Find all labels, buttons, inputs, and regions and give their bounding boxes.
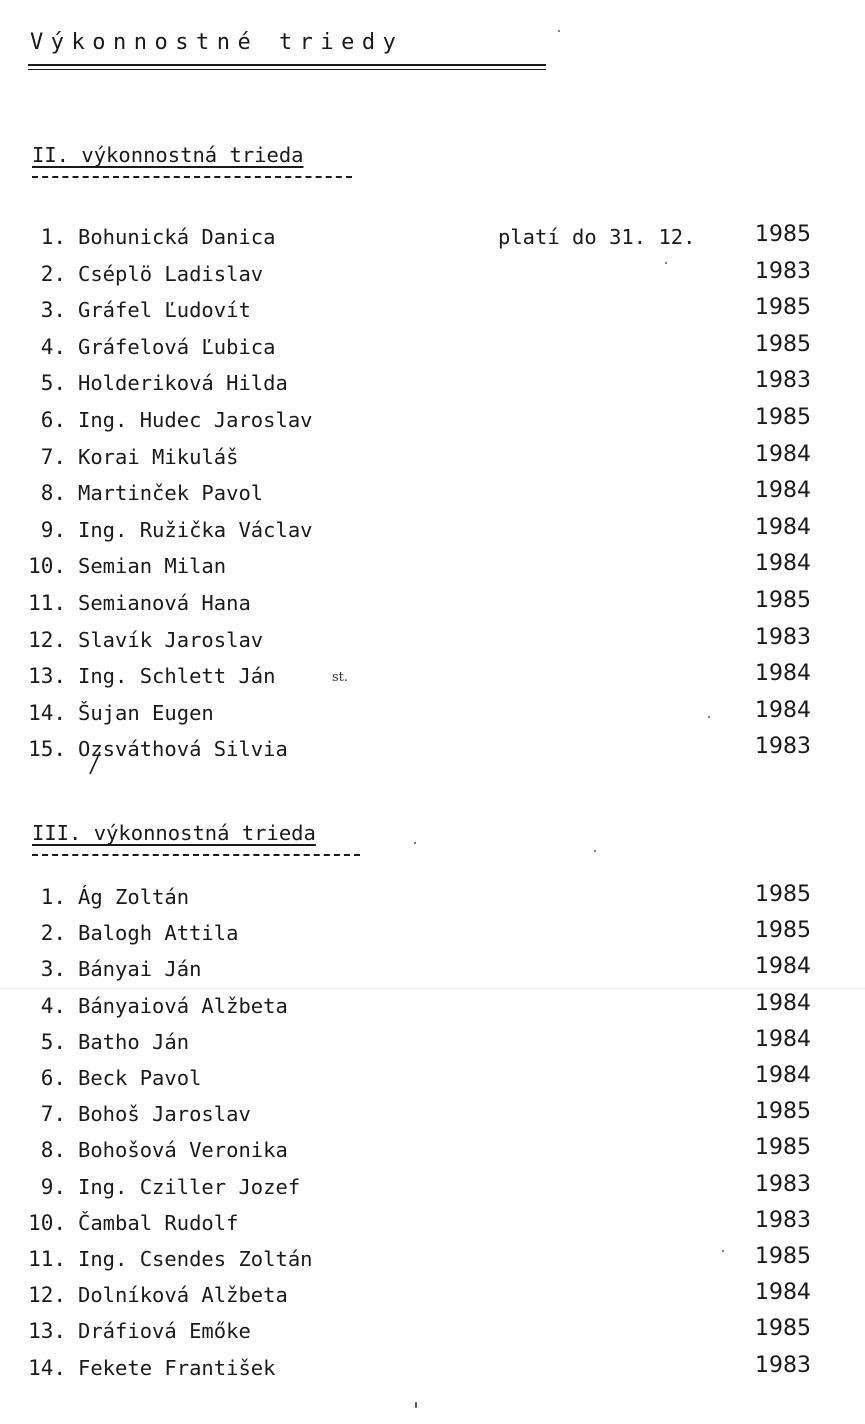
- item-number: 11.: [28, 1247, 66, 1271]
- item-number: 8.: [40, 481, 66, 506]
- member-name: Ing. Hudec Jaroslav: [78, 408, 313, 432]
- member-name: Fekete František: [78, 1355, 276, 1380]
- scan-speck: [594, 850, 596, 852]
- list-item: [0, 1170, 865, 1206]
- valid-until-year: 1985: [755, 1099, 811, 1125]
- valid-until-year: 1985: [755, 331, 811, 357]
- pen-stroke-mark: [86, 748, 106, 778]
- list-item: [0, 293, 865, 329]
- list-item: [0, 1206, 865, 1242]
- item-number: 12.: [28, 1283, 66, 1308]
- valid-until-year: 1984: [755, 514, 811, 540]
- list-item: [0, 1097, 865, 1133]
- scan-speck: [665, 262, 667, 264]
- valid-until-year: 1984: [755, 1280, 811, 1306]
- member-name: Holderiková Hilda: [78, 371, 288, 396]
- list-item: [0, 513, 865, 549]
- member-name: Ág Zoltán: [78, 885, 190, 909]
- member-name: Šujan Eugen: [78, 700, 214, 725]
- list-item: [0, 366, 865, 402]
- valid-until-year: 1984: [755, 1026, 811, 1052]
- member-name: Dráfiová Emőke: [78, 1319, 251, 1344]
- item-number: 7.: [40, 1102, 66, 1127]
- item-number: 7.: [40, 444, 66, 469]
- item-number: 8.: [40, 1138, 66, 1163]
- list-item: [0, 623, 865, 659]
- section-heading-class-3-rule: [32, 854, 360, 856]
- scan-speck: [415, 1402, 417, 1408]
- member-name: Bohoš Jaroslav: [78, 1102, 251, 1127]
- list-item: [0, 696, 865, 732]
- item-number: 15.: [28, 737, 66, 762]
- member-name: Balogh Attila: [78, 921, 239, 946]
- member-name: Bányai Ján: [78, 957, 202, 982]
- item-number: 9.: [40, 1174, 66, 1199]
- item-number: 12.: [28, 627, 66, 652]
- member-name: Ing. Ružička Václav: [78, 517, 313, 542]
- valid-until-year: 1984: [755, 661, 811, 687]
- list-item: [0, 1242, 865, 1278]
- valid-until-year: 1984: [755, 697, 811, 723]
- item-number: 3.: [40, 957, 66, 982]
- item-number: 9.: [40, 517, 66, 542]
- item-number: 6.: [40, 1066, 66, 1090]
- scan-speck: [708, 716, 710, 718]
- item-number: 10.: [28, 554, 66, 579]
- valid-until-year: 1984: [755, 551, 811, 577]
- valid-until-year: 1984: [755, 1063, 811, 1088]
- list-item: [0, 257, 865, 293]
- valid-until-year: 1984: [755, 441, 811, 467]
- member-name: Bohošová Veronika: [78, 1138, 288, 1163]
- list-item: [0, 403, 865, 439]
- member-name: Bohunická Danica: [78, 225, 276, 249]
- list-item: [0, 586, 865, 622]
- list-item: [0, 1278, 865, 1314]
- item-number: 3.: [40, 298, 66, 323]
- valid-until-year: 1985: [755, 882, 811, 907]
- valid-until-year: 1983: [755, 1352, 811, 1378]
- title-underline: [28, 64, 546, 66]
- valid-until-year: 1983: [755, 1207, 811, 1233]
- list-item: [0, 880, 865, 916]
- member-name: Ing. Csendes Zoltán: [78, 1247, 313, 1271]
- list-item: [0, 952, 865, 988]
- scan-fold-line: [0, 988, 865, 989]
- list-item: [0, 989, 865, 1025]
- member-name: Čambal Rudolf: [78, 1210, 239, 1235]
- valid-until-year: 1985: [755, 1316, 811, 1342]
- valid-until-year: 1983: [755, 258, 811, 284]
- member-name: Gráfel Ľudovít: [78, 298, 251, 323]
- item-number: 14.: [28, 1355, 66, 1380]
- item-number: 1.: [40, 885, 66, 909]
- item-number: 2.: [40, 261, 66, 286]
- list-item: [0, 440, 865, 476]
- title-underline-second: [28, 69, 546, 70]
- section-heading-class-2: II. výkonnostná trieda: [32, 143, 304, 167]
- member-name: Semianová Hana: [78, 591, 251, 615]
- list-item: [0, 1314, 865, 1350]
- valid-until-year: 1985: [755, 405, 811, 430]
- valid-until-year: 1985: [755, 222, 811, 247]
- item-number: 5.: [40, 1029, 66, 1054]
- document-title: Výkonnostné triedy: [30, 30, 404, 55]
- item-number: 14.: [28, 700, 66, 725]
- member-name: Semian Milan: [78, 554, 227, 579]
- member-name: Batho Ján: [78, 1029, 190, 1054]
- list-item: [0, 330, 865, 366]
- list-item: [0, 476, 865, 512]
- member-name: Martinček Pavol: [78, 481, 264, 506]
- valid-until-year: 1983: [755, 368, 811, 394]
- valid-until-year: 1984: [755, 478, 811, 504]
- item-number: 13.: [28, 664, 66, 689]
- member-name: Beck Pavol: [78, 1066, 202, 1090]
- member-name: Dolníková Alžbeta: [78, 1283, 288, 1308]
- valid-until-year: 1985: [755, 1135, 811, 1161]
- item-number: 13.: [28, 1319, 66, 1344]
- valid-until-year: 1983: [755, 1171, 811, 1197]
- member-name: Korai Mikuláš: [78, 444, 239, 469]
- valid-until-year: 1985: [755, 588, 811, 613]
- handwritten-annotation: st.: [332, 670, 349, 685]
- list-item: [0, 916, 865, 952]
- member-name: Cséplö Ladislav: [78, 261, 264, 286]
- list-item: [0, 1351, 865, 1387]
- member-name: Ozsváthová Silvia: [78, 737, 288, 762]
- list-item: [0, 1061, 865, 1097]
- item-number: 1.: [40, 225, 66, 249]
- scan-speck: [558, 30, 560, 32]
- member-name: Ing. Cziller Jozef: [78, 1174, 301, 1199]
- scan-speck: [414, 842, 416, 844]
- list-item: [0, 220, 865, 256]
- item-number: 10.: [28, 1210, 66, 1235]
- valid-until-year: 1984: [755, 954, 811, 980]
- member-name: Ing. Schlett Ján: [78, 664, 276, 689]
- item-number: 2.: [40, 921, 66, 946]
- item-number: 4.: [40, 993, 66, 1018]
- member-name: Bányaiová Alžbeta: [78, 993, 288, 1018]
- member-name: Slavík Jaroslav: [78, 627, 264, 652]
- item-number: 4.: [40, 334, 66, 359]
- scan-speck: [722, 1250, 724, 1252]
- valid-until-year: 1983: [755, 734, 811, 760]
- list-item: [0, 659, 865, 695]
- section-heading-class-3: III. výkonnostná trieda: [32, 821, 316, 845]
- item-number: 11.: [28, 591, 66, 615]
- list-item: [0, 1133, 865, 1169]
- list-item: [0, 1025, 865, 1061]
- valid-until-year: 1985: [755, 918, 811, 944]
- valid-until-year: 1983: [755, 624, 811, 650]
- member-name: Gráfelová Ľubica: [78, 334, 276, 359]
- item-number: 6.: [40, 408, 66, 432]
- list-item: [0, 549, 865, 585]
- valid-until-year: 1984: [755, 990, 811, 1016]
- valid-until-year: 1985: [755, 1244, 811, 1269]
- validity-note: platí do 31. 12.: [498, 225, 696, 249]
- item-number: 5.: [40, 371, 66, 396]
- valid-until-year: 1985: [755, 295, 811, 321]
- section-heading-class-2-rule: [32, 176, 352, 178]
- list-item: [0, 732, 865, 768]
